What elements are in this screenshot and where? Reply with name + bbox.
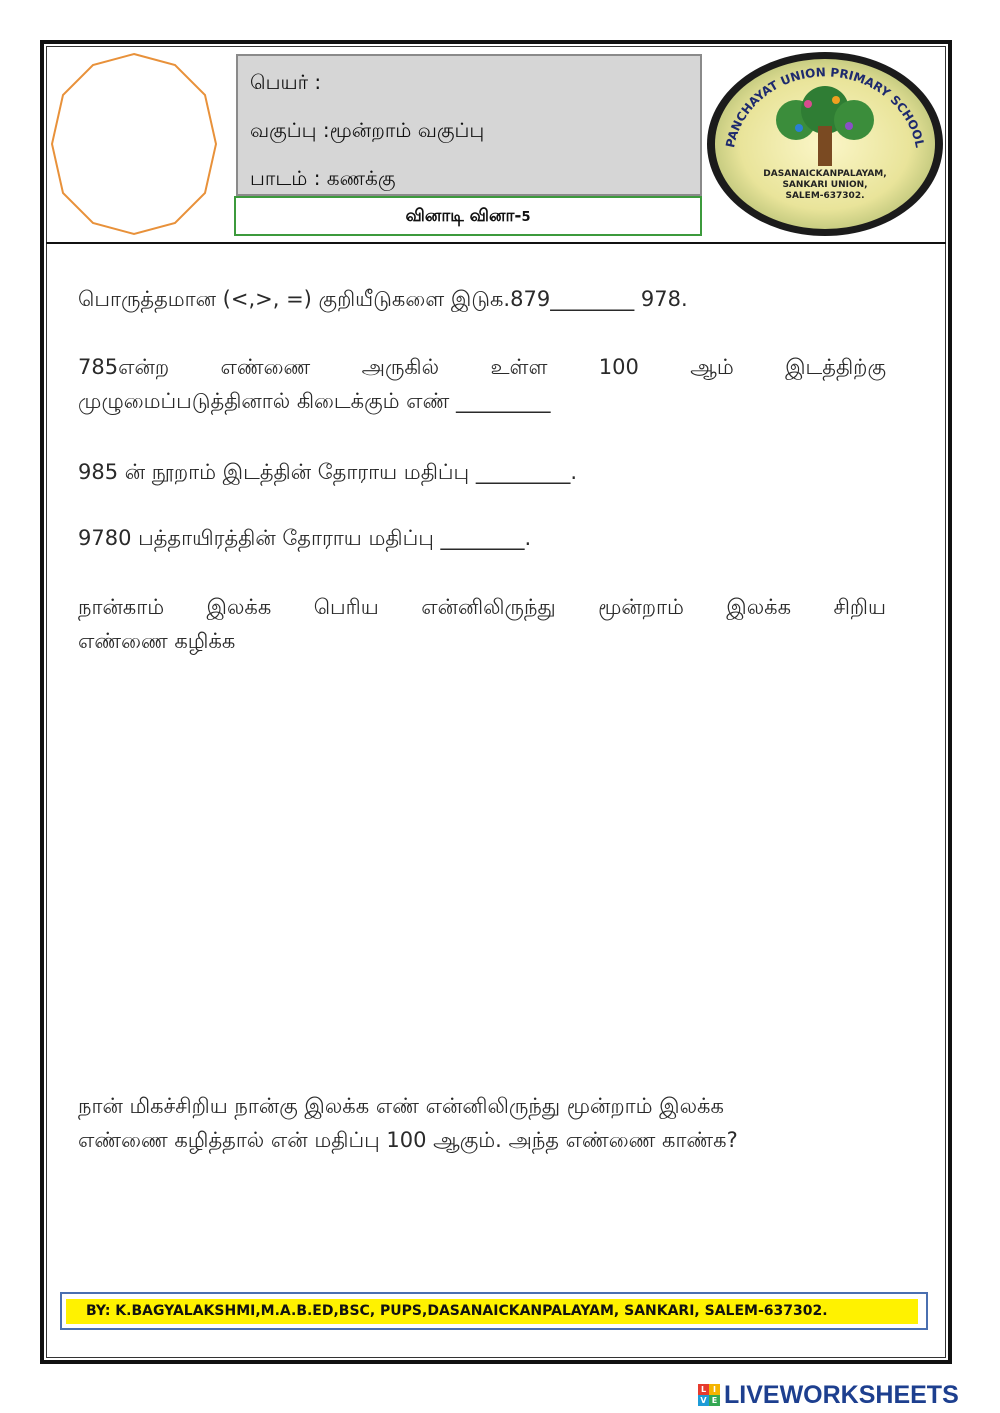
question-1-line-1: பொருத்தமான (<,>, =) குறியீடுகளை இடுக.879________ 978. [78,287,688,311]
header-divider [46,242,946,244]
photo-placeholder-dodecagon [50,52,218,236]
question-5 [78,590,886,658]
credit-text: BY: K.BAGYALAKSHMI,M.A.B.ED,BSC, PUPS,DASANAICKANPALAYAM, SANKARI, SALEM-637302. [66,1299,918,1324]
question-5-line-2: எண்ணை கழிக்க [78,629,236,653]
question-4 [78,521,886,555]
question-6 [78,1089,886,1157]
class-line: வகுப்பு :மூன்றாம் வகுப்பு [250,118,485,142]
logo-arc-text: PANCHAYAT UNION PRIMARY SCHOOL [723,65,927,149]
liveworksheets-logo-icon: L I V E [698,1384,720,1406]
question-3-line-1: 985 ன் நூறாம் இடத்தின் தோராய மதிப்பு _________. [78,460,578,484]
logo-address-line-2: SANKARI UNION, [782,180,868,190]
question-1 [78,282,886,316]
quiz-title-box [234,196,702,236]
question-6-line-2: எண்ணை கழித்தால் என் மதிப்பு 100 ஆகும். அந்த எண்ணை காண்க? [78,1128,738,1152]
question-3 [78,455,886,489]
quiz-title: வினாடி வினா- [405,206,522,226]
student-info-box [236,54,702,196]
question-6-line-1: நான் மிகச்சிறிய நான்கு இலக்க எண் என்னிலிருந்து மூன்றாம் இலக்க [78,1094,724,1118]
logo-address-line-3: SALEM-637302. [785,191,865,201]
logo-address-line-1: DASANAICKANPALAYAM, [763,169,887,179]
question-2-line-2: முழுமைப்படுத்தினால் கிடைக்கும் எண் _________ [78,389,551,413]
question-2 [78,350,886,418]
school-logo [704,48,946,240]
quiz-number: 5 [521,210,531,225]
brand-name: LIVEWORKSHEETS [724,1380,959,1409]
question-5-line-1: நான்காம் இலக்க பெரிய என்னிலிருந்து மூன்றாம் இலக்க சிறிய [78,595,886,619]
question-4-line-1: 9780 பத்தாயிரத்தின் தோராய மதிப்பு ________. [78,526,532,550]
name-label: பெயர் : [250,70,322,94]
question-2-line-1: 785என்ற எண்ணை அருகில் உள்ள 100 ஆம் இடத்திற்கு [78,355,886,379]
subject-line: பாடம் : கணக்கு [250,166,396,190]
credit-footer-box [60,1292,928,1330]
liveworksheets-brand[interactable] [698,1378,959,1412]
